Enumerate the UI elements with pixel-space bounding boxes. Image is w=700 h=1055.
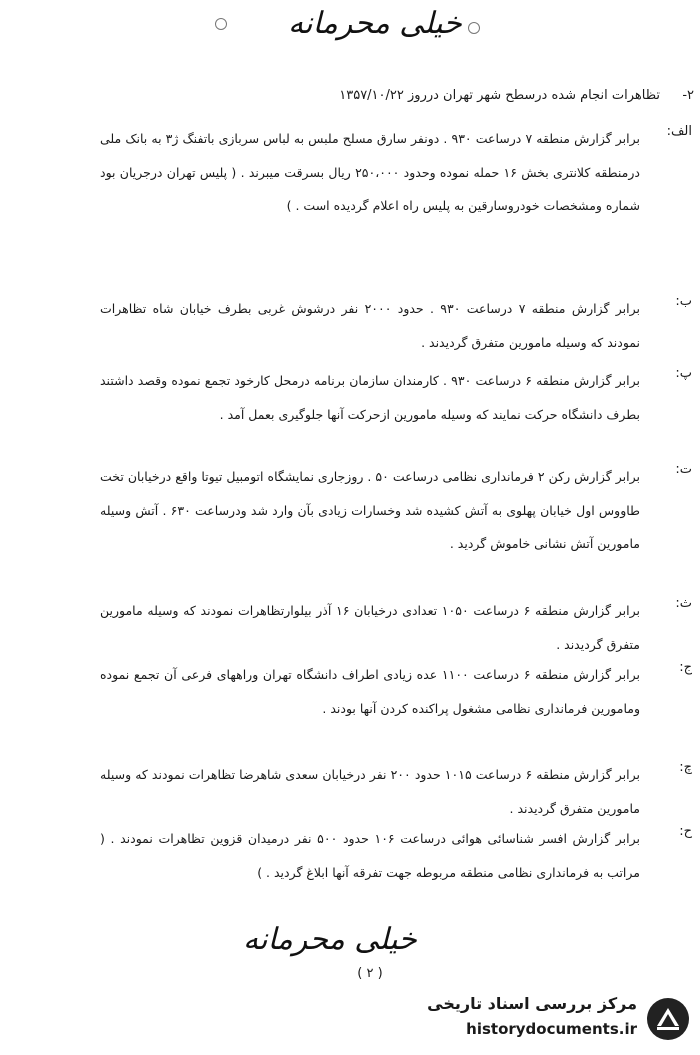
item-text: برابر گزارش منطقه ۶ درساعت ۹۳۰ . کارمندان سازمان برنامه درمحل کارخود تجمع نموده وقصد داشتند بطرف دانشگاه حرکت نمایند که وسیله مامورین ازحرکت آنها جلوگیری بعمل آمد . [100, 373, 640, 422]
item-label: ج: [679, 660, 692, 675]
item-label: ث: [675, 596, 692, 611]
item-label: ت: [675, 462, 692, 477]
classification-stamp-bottom: خیلی محرمانه [243, 922, 417, 957]
item-text: برابر گزارش منطقه ۷ درساعت ۹۳۰ . حدود ۲۰۰۰ نفر درشوش غربی بطرف خیابان شاه تظاهرات نمودند که وسیله مامورین متفرق گردیدند . [100, 301, 640, 350]
archive-logo-icon [645, 996, 691, 1042]
item-text: برابر گزارش منطقه ۷ درساعت ۹۳۰ . دونفر سارق مسلح ملبس به لباس سربازی باتفنگ ژ۳ به بانک ملی درمنطقه کلانتری بخش ۱۶ حمله نموده وحدود ۲۵۰،۰۰۰ ریال بسرقت میبرند . ( پلیس تهران درجریان بود شماره ومشخصات خودروسارقین به پلیس راه اعلام گردیده است . ) [100, 131, 640, 213]
item-label: چ: [679, 760, 692, 775]
classification-stamp-top: خیلی محرمانه [288, 6, 462, 41]
punch-hole-right [468, 22, 480, 34]
item-text: برابر گزارش منطقه ۶ درساعت ۱۱۰۰ عده زیادی اطراف دانشگاه تهران وراههای فرعی آن تجمع نموده ومامورین فرمانداری نظامی مشغول پراکنده کردن آنها بودند . [100, 667, 640, 716]
section-title: تظاهرات انجام شده درسطح شهر تهران درروز ۱۳۵۷/۱۰/۲۲ [339, 88, 660, 103]
item-label: ح: [679, 824, 692, 839]
watermark-logo [420, 990, 695, 1052]
item-label: پ: [675, 366, 692, 381]
section-heading [100, 86, 694, 106]
page-number: ( ۲ ) [357, 966, 383, 981]
item-text: برابر گزارش رکن ۲ فرمانداری نظامی درساعت ۵۰ . روزجاری نمایشگاه اتومبیل تیوتا واقع درخیابان تخت طاووس اول خیابان پهلوی به آتش کشیده شد وخسارات زیادی بآن وارد شد ودرساعت ۶۳۰ . آتش وسیله مامورین آتش نشانی خاموش گردید . [100, 469, 641, 551]
item-label: الف: [666, 124, 692, 139]
watermark-url: historydocuments.ir [466, 1020, 637, 1038]
item-text: برابر گزارش منطقه ۶ درساعت ۱۰۵۰ تعدادی درخیابان ۱۶ آذر بیلوارتظاهرات نمودند که وسیله مامورین متفرق گردیدند . [100, 603, 640, 652]
section-number: ۲- [682, 88, 694, 103]
punch-hole-left [215, 18, 227, 30]
watermark-title: مرکز بررسی اسناد تاریخی [427, 994, 637, 1013]
item-text: برابر گزارش منطقه ۶ درساعت ۱۰۱۵ حدود ۲۰۰ نفر درخیابان سعدی شاهرضا تظاهرات نمودند که وسیله مامورین متفرق گردیدند . [100, 767, 640, 816]
item-label: ب: [675, 294, 692, 309]
item-text: برابر گزارش افسر شناسائی هوائی درساعت ۱۰۶ حدود ۵۰۰ نفر درمیدان قزوین تظاهرات نمودند . ( مراتب به فرمانداری نظامی منطقه مربوطه جهت تفرقه آنها ابلاغ گردید . ) [100, 831, 641, 880]
